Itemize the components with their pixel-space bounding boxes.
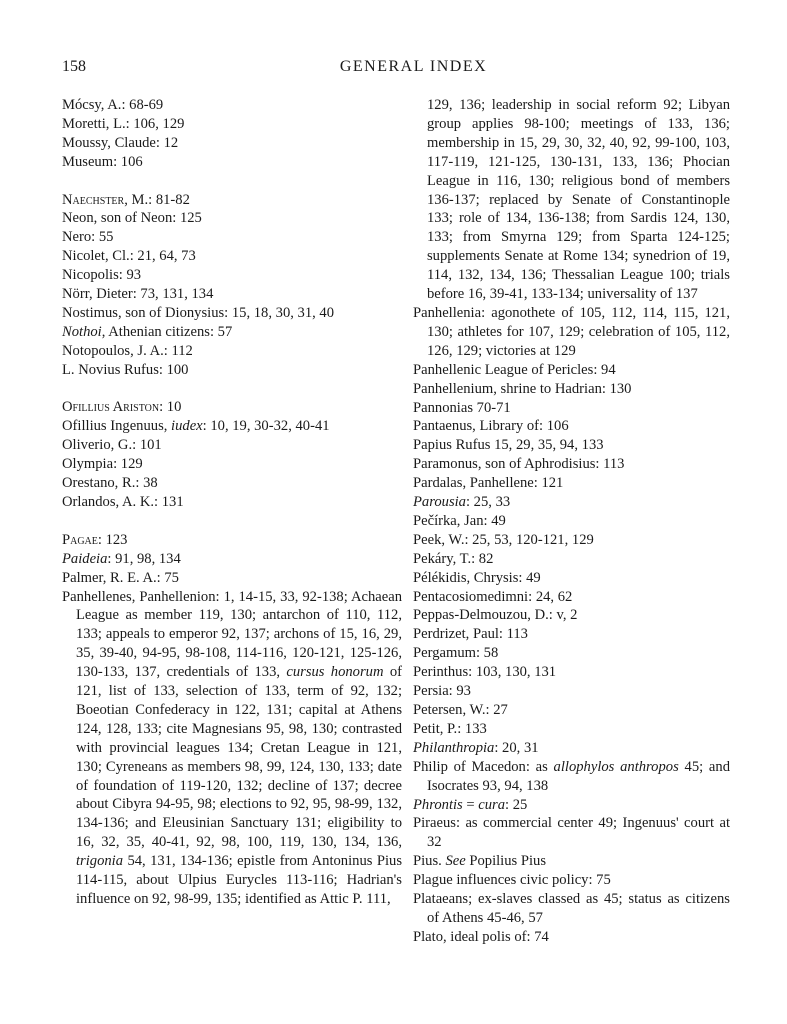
index-entry: Palmer, R. E. A.: 75 (62, 569, 179, 586)
index-entry: Panhellenium, shrine to Hadrian: 130 (413, 380, 632, 397)
index-entry: Pantaenus, Library of: 106 (413, 418, 569, 435)
index-entry: Petersen, W.: 27 (413, 702, 508, 718)
index-entry-continuation: 129, 136; leadership in social reform 92; Libyan group applies 98-100; meetings of 133, 136; membership in 15, 29, 30, 32, 40, 92, 99-100, 103, 117-119, 121-125, 130-131, 133, 136; Phocian League in 116, 130; religious bond of members 136-137; replaced by Senate of Constantinople 133; role of 134, 136-138; from Sardis 124, 130, 133; from Smyrna 129; from Sparta 124-125; supplements Senate at Rome 134; synedrion of 19, 114, 132, 134, 136; Thessalian League 100; trials before 16, 39-41, 133-134; universality of 137 (427, 97, 730, 303)
index-entry: Nicolet, Cl.: 21, 64, 73 (62, 248, 196, 265)
index-entry: Persia: 93 (413, 683, 471, 700)
index-entry: Perinthus: 103, 130, 131 (413, 664, 557, 681)
index-entry: Phrontis = cura: 25 (413, 796, 528, 813)
index-entry: Papius Rufus 15, 29, 35, 94, 133 (413, 437, 604, 454)
index-entry: Pentacosiomedimni: 24, 62 (413, 588, 573, 605)
index-entry: Pardalas, Panhellene: 121 (413, 475, 564, 492)
index-entry: Plague influences civic policy: 75 (413, 872, 611, 889)
index-entry: Orlandos, A. K.: 131 (62, 494, 184, 510)
index-entry: Mócsy, A.: 68-69 (62, 97, 164, 113)
index-entry: Petit, P.: 133 (413, 720, 487, 737)
index-entry: Nero: 55 (62, 229, 114, 246)
index-entry: Nicopolis: 93 (62, 267, 142, 284)
index-entry: Moretti, L.: 106, 129 (62, 115, 185, 132)
index-entry: Ofillius Ingenuus, iudex: 10, 19, 30-32, 40-41 (62, 418, 330, 435)
index-entry: Pius. See Popilius Pius (413, 853, 547, 870)
index-entry: Pannonias 70-71 (413, 399, 511, 416)
index-entry: Nostimus, son of Dionysius: 15, 18, 30, 31, 40 (62, 304, 335, 321)
index-entry: Naechster, M.: 81-82 (62, 191, 190, 208)
index-entry: Pélékidis, Chrysis: 49 (413, 569, 541, 586)
page-header (0, 58, 787, 84)
index-entry: Ofillius Ariston: 10 (62, 399, 182, 416)
index-entry: Paideia: 91, 98, 134 (62, 550, 181, 567)
index-entry: Panhellenic League of Pericles: 94 (413, 361, 616, 378)
index-entry: Plataeans; ex-slaves classed as 45; status as citizens of Athens 45-46, 57 (413, 891, 730, 926)
index-entry: Orestano, R.: 38 (62, 475, 158, 492)
index-entry-panhellenes: Panhellenes, Panhellenion: 1, 14-15, 33, 92-138; Achaean League as member 119, 130; antarchon of 110, 112, 133; appeals to emperor 92, 137; archons of 15, 16, 29, 35, 39-40, 94-95, 98-108, 114-116, 120-121, 125-126, 130-133, 137, credentials of 133, cursus honorum of 121, list of 133, selection of 133, term of 92, 132; Boeotian Confederacy in 122, 131; capital at Athens 124, 128, 133; cite Magnesians 95, 98, 130; contrasted with provincial leagues 134; Cretan League in 121, 130; Cyreneans as members 98, 99, 124, 130, 133; date of foundation of 119-120, 132; decline of 137; decree about Cibyra 94-95, 98; elections to 92, 95, 98-99, 132, 134-136; and Eleusinian Sanctuary 131; eligibility to 16, 32, 35, 40-41, 92, 98, 100, 119, 130, 134, 136, trigonia 54, 131, 134-136; epistle from Antoninus Pius 114-115, about Ulpius Eurycles 113-116; Hadrian's influence on 92, 98-99, 135; identified as Attic P. 111, (62, 588, 402, 908)
index-entry: Pečírka, Jan: 49 (413, 512, 506, 529)
index-entry: Notopoulos, J. A.: 112 (62, 342, 193, 359)
index-entry: Peppas-Delmouzou, D.: v, 2 (413, 607, 578, 624)
index-entry: Paramonus, son of Aphrodisius: 113 (413, 456, 625, 473)
index-entry: Parousia: 25, 33 (413, 494, 511, 511)
page-title: GENERAL INDEX (339, 58, 488, 75)
index-entry: Pergamum: 58 (413, 645, 499, 662)
index-entry: Nothoi, Athenian citizens: 57 (62, 323, 233, 340)
right-column (413, 96, 730, 947)
index-entry: Pagae: 123 (62, 531, 128, 548)
index-entry: Perdrizet, Paul: 113 (413, 626, 528, 643)
index-entry: Museum: 106 (62, 153, 143, 170)
index-entry: Pekáry, T.: 82 (413, 550, 494, 567)
page-number: 158 (62, 58, 86, 75)
index-entry: Piraeus: as commercial center 49; Ingenuus' court at 32 (413, 815, 730, 851)
index-entry: Oliverio, G.: 101 (62, 437, 162, 454)
index-entry: Plato, ideal polis of: 74 (413, 928, 549, 945)
index-entry: Panhellenia: agonothete of 105, 112, 114, 115, 121, 130; athletes for 107, 129; celebration of 105, 112, 126, 129; victories at 129 (413, 304, 730, 359)
left-column (62, 96, 402, 909)
index-entry: Nörr, Dieter: 73, 131, 134 (62, 286, 214, 303)
index-entry: L. Novius Rufus: 100 (62, 361, 189, 378)
index-entry: Philanthropia: 20, 31 (413, 739, 539, 756)
index-entry: Peek, W.: 25, 53, 120-121, 129 (413, 531, 594, 548)
index-entry: Philip of Macedon: as allophylos anthropos 45; and Isocrates 93, 94, 138 (413, 758, 730, 794)
index-entry: Neon, son of Neon: 125 (62, 210, 202, 227)
index-entry: Moussy, Claude: 12 (62, 134, 179, 151)
index-entry: Olympia: 129 (62, 456, 143, 473)
